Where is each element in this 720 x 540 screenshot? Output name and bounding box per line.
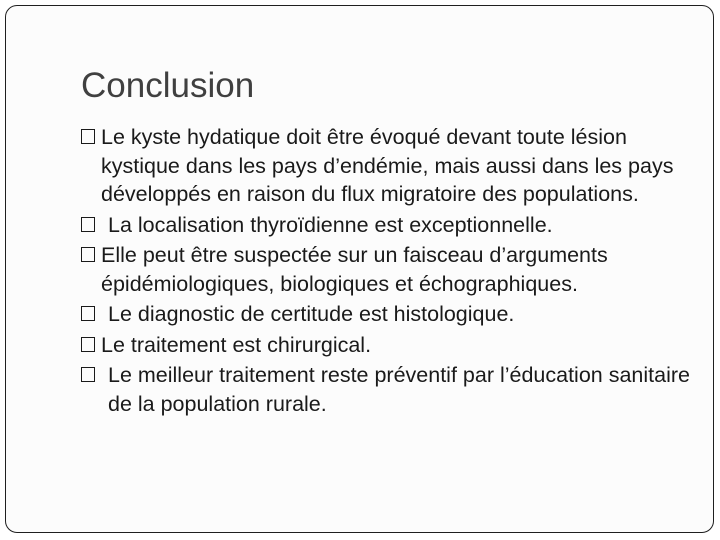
box-bullet-icon [81, 337, 95, 352]
bullet-text: Elle peut être suspectée sur un faisceau d’arguments épidémiologiques, biologiques et échographiques. [101, 243, 608, 296]
list-item [81, 361, 693, 418]
list-item [81, 331, 693, 360]
bullet-list [81, 123, 693, 420]
bullet-text: Le meilleur traitement reste préventif par l’éducation sanitaire de la population rurale. [108, 363, 690, 416]
box-bullet-icon [81, 217, 95, 232]
box-bullet-icon [81, 306, 95, 321]
list-item [81, 241, 693, 298]
bullet-text: La localisation thyroïdienne est exceptionnelle. [108, 212, 553, 237]
box-bullet-icon [81, 129, 95, 144]
slide-title: Conclusion [81, 66, 255, 105]
list-item [81, 123, 693, 209]
slide [5, 5, 714, 533]
box-bullet-icon [81, 367, 95, 382]
bullet-text: Le traitement est chirurgical. [101, 332, 372, 357]
bullet-text: Le kyste hydatique doit être évoqué devant toute lésion kystique dans les pays d’endémie, mais aussi dans les pays développés en raison du flux migratoire des populations. [101, 125, 674, 206]
list-item [81, 211, 693, 240]
box-bullet-icon [81, 247, 95, 262]
list-item [81, 300, 693, 329]
bullet-text: Le diagnostic de certitude est histologique. [108, 302, 515, 326]
